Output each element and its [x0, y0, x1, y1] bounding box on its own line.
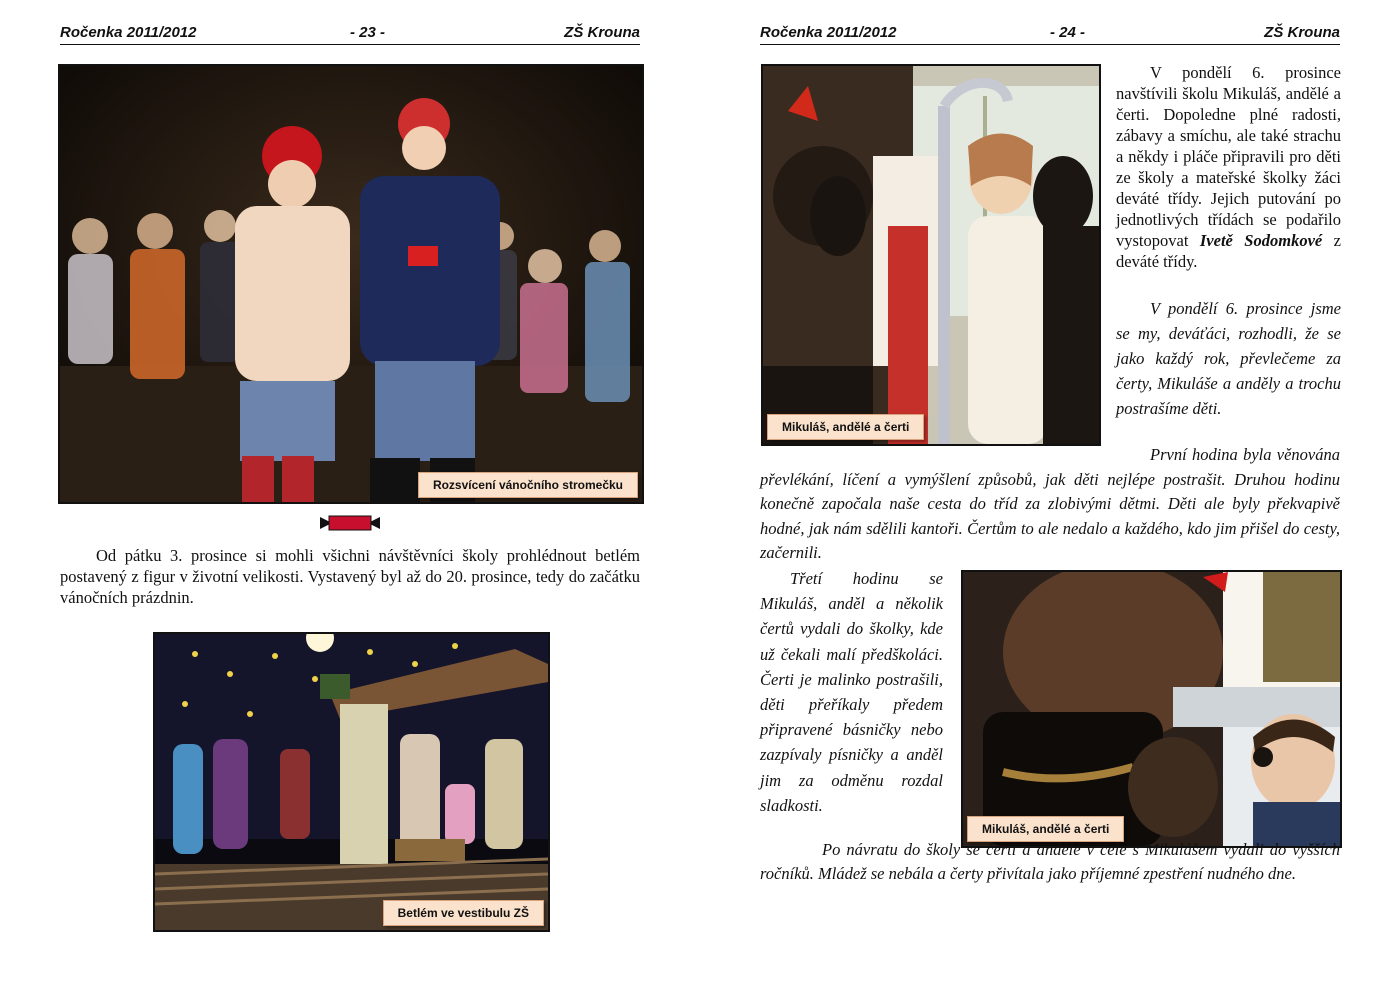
photo-tree-lighting — [58, 64, 644, 504]
photo-nativity — [153, 632, 550, 932]
photo-caption: Betlém ve vestibulu ZŠ — [383, 900, 544, 926]
ribbon-ornament — [320, 514, 380, 532]
header-yearbook: Ročenka 2011/2012 — [760, 24, 897, 41]
photo-image — [963, 572, 1340, 846]
photo-image — [60, 66, 642, 502]
photo-caption: Rozsvícení vánočního stromečku — [418, 472, 638, 498]
author-name: Ivetě Sodomkové — [1199, 231, 1323, 250]
devataci-paragraph: V pondělí 6. prosince jsme se my, deváťáci, rozhodli, že se jako každý rok, převlečeme za čerty, Mikuláše a anděly a trochu postrašíme děti. — [1116, 299, 1341, 418]
betlem-paragraph: Od pátku 3. prosince si mohli všichni návštěvníci školy prohlédnout betlém postavený z figur v životní velikosti. Vystavený byl až do 20. prosince, tedy do začátku vánočních prázdnin. — [60, 546, 640, 607]
photo-mikulas-1 — [761, 64, 1101, 446]
photo-image — [155, 634, 548, 930]
header-yearbook: Ročenka 2011/2012 — [60, 24, 197, 41]
header-page-number: - 24 - — [1050, 24, 1086, 41]
return-paragraph: Po návratu do školy se čerti a andělé v čele s Mikulášem vydali do vyšších ročníků. Mládež se nebála a čerty přivítala jako příjemné zpestření nudného dne. — [760, 840, 1340, 883]
photo-caption: Mikuláš, andělé a čerti — [767, 414, 924, 440]
mikulas-paragraph-text: V pondělí 6. prosince navštívili školu Mikuláš, andělé a čerti. Dopoledne plné radosti, zábavy a smíchu, ale také strachu a někdy i pláče připravili pro děti ze školy a mateřské školky žáci deváté třídy. Jejich putování po jednotlivých třídách se podařilo vystopovat — [1116, 63, 1341, 250]
mikulas-paragraph — [1116, 62, 1341, 272]
third-hour-paragraph: Třetí hodinu se Mikuláš, anděl a několik čertů vydali do školky, kde už čekali malí předškoláci. Čerti je malinko postrašili, děti přeříkaly předem připravené básničky nebo zazpívaly písničky a anděl jim za odměnu rozdal sladkosti. — [760, 569, 943, 815]
page-header — [760, 22, 1340, 45]
header-page-number: - 23 - — [350, 24, 386, 41]
header-school: ZŠ Krouna — [564, 24, 640, 41]
first-hour-paragraph: První hodina byla věnována převlékání, líčení a vymýšlení způsobů, jak děti nejlépe postrašit. Druhou hodinu konečně započala naše cesta do tříd za zlobivými dětmi. Děti ale byly překvapivě hodné, jak nám sdělili kantoři. Čertům to ale nedalo a každého, kdo jim přišel do cesty, začernili. — [760, 445, 1340, 562]
photo-caption: Mikuláš, andělé a čerti — [967, 816, 1124, 842]
page-header — [60, 22, 640, 45]
photo-mikulas-2 — [961, 570, 1342, 848]
photo-image — [763, 66, 1099, 444]
mikulas-paragraph-end: z deváté třídy. — [1116, 231, 1341, 271]
right-page — [700, 0, 1400, 990]
header-school: ZŠ Krouna — [1264, 24, 1340, 41]
